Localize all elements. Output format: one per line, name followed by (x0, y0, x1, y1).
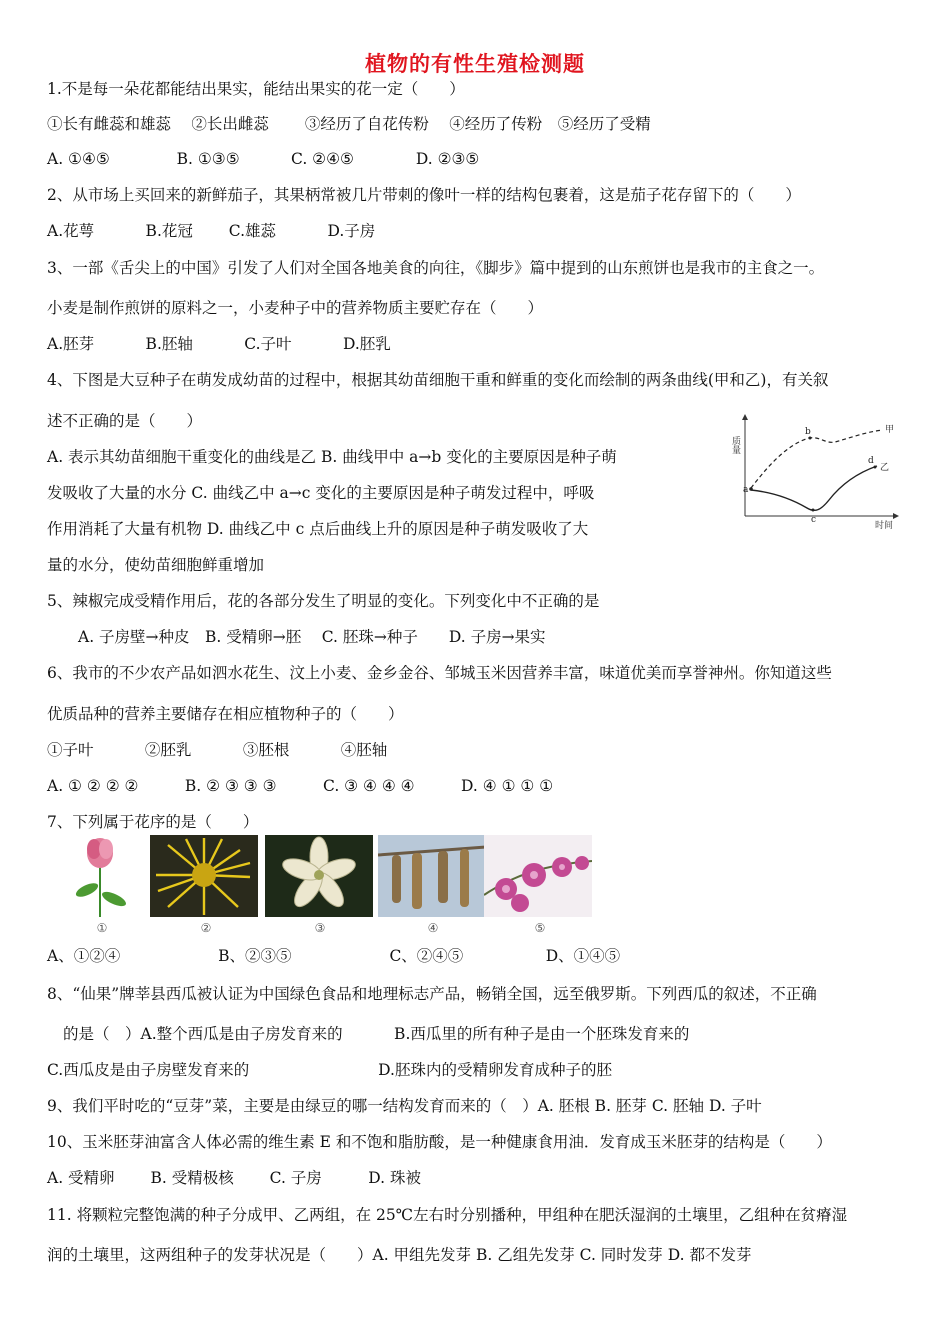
point-d: d (868, 456, 874, 466)
q10-options: A. 受精卵 B. 受精极核 C. 子房 D. 珠被 (47, 1169, 422, 1187)
x-axis-label: 时间 (875, 521, 894, 530)
q2-options: A.花萼 B.花冠 C.雄蕊 D.子房 (47, 222, 376, 240)
q10-stem: 10、玉米胚芽油富含人体必需的维生素 E 和不饱和脂肪酸，是一种健康食用油．发育成玉米胚芽的结构是（ ） (47, 1133, 832, 1151)
photo-num-3: ③ (314, 921, 326, 935)
rose-photo (60, 835, 144, 917)
photo-num-5: ⑤ (534, 921, 546, 935)
photo-num-2: ② (200, 921, 212, 935)
curve-jia-label: 甲 (885, 425, 895, 435)
q4-stem-1: 4、下图是大豆种子在萌发成幼苗的过程中，根据其幼苗细胞干重和鲜重的变化而绘制的两条曲线(甲和乙)，有关叙 (47, 371, 829, 389)
photo-num-1: ① (96, 921, 108, 935)
point-a: a (743, 485, 749, 495)
q3-stem-2: 小麦是制作煎饼的原料之一，小麦种子中的营养物质主要贮存在（ ） (47, 299, 544, 317)
q3-options: A.胚芽 B.胚轴 C.子叶 D.胚乳 (47, 335, 391, 353)
q5-stem: 5、辣椒完成受精作用后，花的各部分发生了明显的变化。下列变化中不正确的是 (47, 592, 600, 610)
q7-stem: 7、下列属于花序的是（ ） (47, 813, 259, 831)
q11-stem: 11. 将颗粒完整饱满的种子分成甲、乙两组，在 25℃左右时分别播种，甲组种在肥沃湿润的土壤里，乙组种在贫瘠湿 (47, 1206, 848, 1224)
q6-stem-2: 优质品种的营养主要储存在相应植物种子的（ ） (47, 705, 404, 723)
point-b: b (805, 427, 811, 437)
q4-options-4: 量的水分，使幼苗细胞鲜重增加 (47, 556, 265, 574)
q4-options-3: 作用消耗了大量有机物 D. 曲线乙中 c 点后曲线上升的原因是种子萌发吸收了大 (47, 520, 589, 538)
q6-parts: ①子叶 ②胚乳 ③胚根 ④胚轴 (47, 741, 388, 759)
chrysanthemum-photo (150, 835, 258, 917)
orchid-photo (484, 835, 592, 917)
q4-options-2: 发吸收了大量的水分 C. 曲线乙中 a→c 变化的主要原因是种子萌发过程中，呼吸 (47, 484, 595, 502)
white-flower-photo (265, 835, 373, 917)
point-c: c (811, 515, 817, 525)
q6-options: A. ① ② ② ② B. ② ③ ③ ③ C. ③ ④ ④ ④ D. ④ ① ① ① (47, 777, 554, 795)
growth-curve-figure (725, 410, 905, 530)
q5-options: A. 子房壁→种皮 B. 受精卵→胚 C. 胚珠→种子 D. 子房→果实 (78, 628, 546, 646)
curve-yi-label: 乙 (880, 463, 890, 473)
y-axis-label: 质量 (730, 436, 740, 454)
q4-options-1: A. 表示其幼苗细胞干重变化的曲线是乙 B. 曲线甲中 a→b 变化的主要原因是种子萌 (47, 448, 617, 466)
q4-stem-2: 述不正确的是（ ） (47, 412, 203, 430)
q11-options: 润的土壤里，这两组种子的发芽状况是（ ）A. 甲组先发芽 B. 乙组先发芽 C. 同时发芽 D. 都不发芽 (47, 1246, 752, 1264)
q8-options-2: C.西瓜皮是由子房壁发育来的 D.胚珠内的受精卵发育成种子的胚 (47, 1061, 612, 1079)
curve-jia (751, 430, 883, 488)
q8-options-1: 的是（ ）A.整个西瓜是由子房发育来的 B.西瓜里的所有种子是由一个胚珠发育来的 (63, 1025, 690, 1043)
q9: 9、我们平时吃的“豆芽”菜，主要是由绿豆的哪一结构发育而来的（ ）A. 胚根 B. 胚芽 C. 胚轴 D. 子叶 (47, 1097, 762, 1115)
q2-stem: 2、从市场上买回来的新鲜茄子，其果柄常被几片带刺的像叶一样的结构包裹着，这是茄子花存留下的（ ） (47, 186, 801, 204)
photo-num-4: ④ (427, 921, 439, 935)
page-title: 植物的有性生殖检测题 (365, 51, 585, 76)
curve-yi (751, 466, 877, 510)
q7-options: A、①②④ B、②③⑤ C、②④⑤ D、①④⑤ (47, 947, 621, 965)
q3-stem-1: 3、一部《舌尖上的中国》引发了人们对全国各地美食的向往，《脚步》篇中提到的山东煎饼也是我市的主食之一。 (47, 259, 825, 277)
q1-stem: 1.不是每一朵花都能结出果实，能结出果实的花一定（ ） (47, 80, 465, 98)
q8-stem: 8、“仙果”牌莘县西瓜被认证为中国绿色食品和地理标志产品，畅销全国，远至俄罗斯。下列西瓜的叙述，不正确 (47, 985, 817, 1003)
q1-statements: ①长有雌蕊和雄蕊 ②长出雌蕊 ③经历了自花传粉 ④经历了传粉 ⑤经历了受精 (47, 115, 651, 133)
q6-stem-1: 6、我市的不少农产品如泗水花生、汶上小麦、金乡金谷、邹城玉米因营养丰富，味道优美而享誉神州。你知道这些 (47, 664, 832, 682)
catkin-photo (378, 835, 486, 917)
q1-options: A. ①④⑤ B. ①③⑤ C. ②④⑤ D. ②③⑤ (47, 150, 480, 168)
